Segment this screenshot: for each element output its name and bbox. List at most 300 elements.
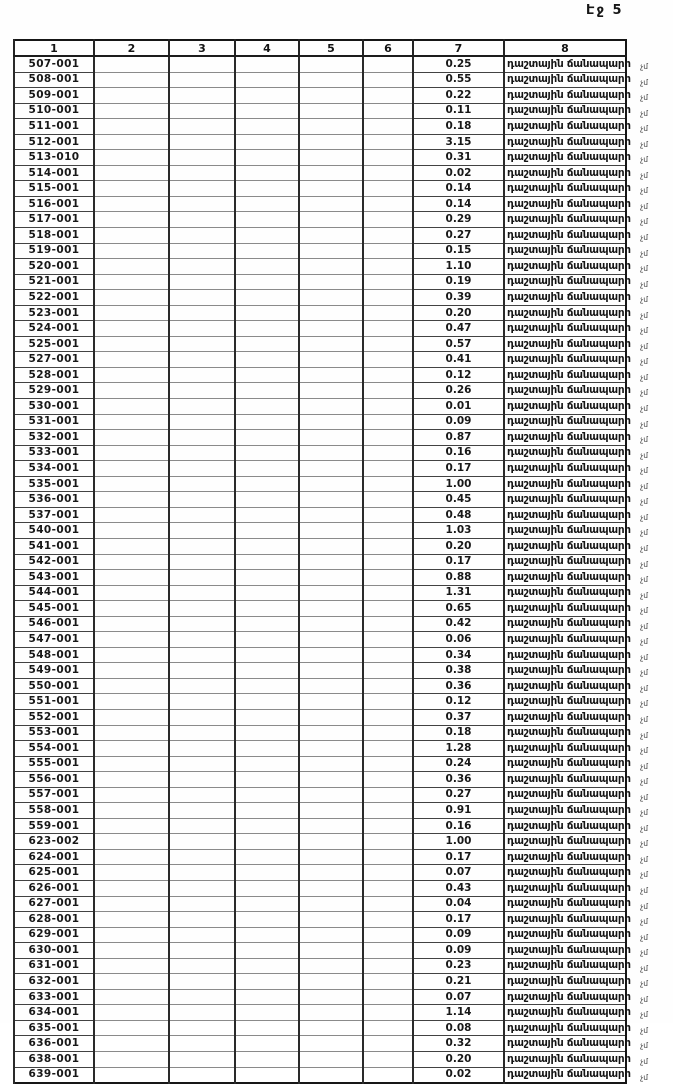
area-value-cell: 1.14 [413, 1005, 504, 1021]
empty-cell [169, 803, 235, 819]
parcel-id-cell: 547-001 [14, 632, 94, 648]
road-suffix: չմ [640, 1072, 648, 1082]
road-label-cell [504, 56, 648, 72]
empty-cell [235, 1020, 299, 1036]
area-value-cell: 0.12 [413, 694, 504, 710]
road-label-cell [504, 787, 648, 803]
empty-cell [94, 336, 169, 352]
road-suffix: չմ [640, 994, 648, 1004]
road-label-cell [504, 709, 648, 725]
parcel-id-cell: 624-001 [14, 849, 94, 865]
road-label: դաշտային ճանապարհ [507, 337, 631, 350]
empty-cell [94, 1020, 169, 1036]
road-label-cell [504, 865, 648, 881]
empty-cell [299, 290, 363, 306]
empty-cell [94, 1052, 169, 1068]
empty-cell [94, 849, 169, 865]
empty-cell [299, 305, 363, 321]
empty-cell [299, 56, 363, 72]
parcel-id-cell: 524-001 [14, 321, 94, 337]
road-suffix: չմ [640, 854, 648, 864]
empty-cell [169, 212, 235, 228]
column-header-1: 1 [14, 40, 94, 56]
empty-cell [299, 196, 363, 212]
road-suffix: չմ [640, 761, 648, 771]
table-row [14, 803, 626, 819]
parcel-id-cell: 626-001 [14, 880, 94, 896]
road-label-cell [504, 678, 648, 694]
empty-cell [94, 383, 169, 399]
road-label: դաշտային ճանապարհ [507, 244, 631, 257]
empty-cell [235, 616, 299, 632]
road-suffix: չմ [640, 404, 648, 414]
empty-cell [363, 383, 413, 399]
road-label: դաշտային ճանապարհ [507, 757, 631, 770]
empty-cell [235, 632, 299, 648]
table-row [14, 585, 626, 601]
empty-cell [94, 181, 169, 197]
road-suffix: չմ [640, 201, 648, 211]
road-suffix: չմ [640, 217, 648, 227]
road-label-cell [504, 165, 648, 181]
empty-cell [299, 336, 363, 352]
empty-cell [94, 678, 169, 694]
road-label: դաշտային ճանապարհ [507, 151, 631, 164]
road-suffix: չմ [640, 310, 648, 320]
road-label: դաշտային ճանապարհ [507, 213, 631, 226]
road-suffix: չմ [640, 901, 648, 911]
area-value-cell: 0.02 [413, 1067, 504, 1083]
empty-cell [169, 772, 235, 788]
road-label-cell [504, 1052, 648, 1068]
table-row [14, 430, 626, 446]
area-value-cell: 0.16 [413, 818, 504, 834]
column-header-7: 7 [413, 40, 504, 56]
area-value-cell: 0.09 [413, 943, 504, 959]
empty-cell [299, 943, 363, 959]
table-row [14, 305, 626, 321]
parcel-id-cell: 629-001 [14, 927, 94, 943]
road-label-cell [504, 399, 648, 415]
table-row [14, 414, 626, 430]
area-value-cell: 1.28 [413, 741, 504, 757]
table-row [14, 336, 626, 352]
empty-cell [363, 290, 413, 306]
empty-cell [363, 1052, 413, 1068]
empty-cell [169, 601, 235, 617]
empty-cell [299, 554, 363, 570]
empty-cell [363, 259, 413, 275]
empty-cell [235, 414, 299, 430]
empty-cell [94, 88, 169, 104]
empty-cell [169, 430, 235, 446]
road-label: դաշտային ճանապարհ [507, 819, 631, 832]
table-row [14, 56, 626, 72]
empty-cell [299, 741, 363, 757]
road-label-cell [504, 134, 648, 150]
table-row [14, 228, 626, 244]
road-label-cell [504, 849, 648, 865]
empty-cell [363, 818, 413, 834]
empty-cell [94, 1005, 169, 1021]
empty-cell [94, 912, 169, 928]
empty-cell [169, 818, 235, 834]
parcel-id-cell: 507-001 [14, 56, 94, 72]
road-label: դաշտային ճանապարհ [507, 648, 631, 661]
parcel-id-cell: 548-001 [14, 647, 94, 663]
parcel-id-cell: 508-001 [14, 72, 94, 88]
empty-cell [363, 88, 413, 104]
road-suffix: չմ [640, 714, 648, 724]
empty-cell [299, 476, 363, 492]
empty-cell [363, 616, 413, 632]
table-row [14, 912, 626, 928]
empty-cell [363, 461, 413, 477]
parcel-id-cell: 536-001 [14, 492, 94, 508]
area-value-cell: 0.08 [413, 1020, 504, 1036]
road-label: դաշտային ճանապարհ [507, 975, 631, 988]
parcel-id-cell: 525-001 [14, 336, 94, 352]
table-row [14, 445, 626, 461]
empty-cell [94, 741, 169, 757]
table-row [14, 259, 626, 275]
empty-cell [94, 165, 169, 181]
parcel-id-cell: 546-001 [14, 616, 94, 632]
empty-cell [169, 943, 235, 959]
road-label-cell [504, 259, 648, 275]
road-suffix: չմ [640, 264, 648, 274]
road-label: դաշտային ճանապարհ [507, 430, 631, 443]
road-label-cell [504, 554, 648, 570]
empty-cell [363, 570, 413, 586]
parcel-id-cell: 634-001 [14, 1005, 94, 1021]
road-suffix: չմ [640, 932, 648, 942]
table-body [14, 56, 648, 1083]
empty-cell [363, 756, 413, 772]
empty-cell [363, 538, 413, 554]
road-suffix: չմ [640, 62, 648, 71]
road-label: դաշտային ճանապարհ [507, 695, 631, 708]
empty-cell [299, 181, 363, 197]
road-label-cell [504, 321, 648, 337]
empty-cell [235, 741, 299, 757]
area-value-cell: 0.21 [413, 974, 504, 990]
empty-cell [94, 72, 169, 88]
empty-cell [235, 290, 299, 306]
road-suffix: չմ [640, 341, 648, 351]
empty-cell [363, 927, 413, 943]
road-label: դաշտային ճանապարհ [507, 601, 631, 614]
empty-cell [299, 570, 363, 586]
empty-cell [363, 414, 413, 430]
empty-cell [94, 694, 169, 710]
empty-cell [94, 134, 169, 150]
empty-cell [299, 772, 363, 788]
road-label: դաշտային ճանապարհ [507, 1021, 631, 1034]
road-suffix: չմ [640, 823, 648, 833]
road-suffix: չմ [640, 186, 648, 196]
empty-cell [363, 336, 413, 352]
empty-cell [169, 383, 235, 399]
road-suffix: չմ [640, 481, 648, 491]
parcel-id-cell: 512-001 [14, 134, 94, 150]
table-row [14, 756, 626, 772]
road-suffix: չմ [640, 1010, 648, 1020]
parcel-id-cell: 519-001 [14, 243, 94, 259]
empty-cell [94, 709, 169, 725]
empty-cell [363, 974, 413, 990]
empty-cell [299, 1036, 363, 1052]
table-row [14, 865, 626, 881]
road-suffix: չմ [640, 606, 648, 616]
empty-cell [235, 336, 299, 352]
empty-cell [299, 1005, 363, 1021]
empty-cell [299, 663, 363, 679]
empty-cell [94, 880, 169, 896]
road-label: դաշտային ճանապարհ [507, 710, 631, 723]
empty-cell [169, 989, 235, 1005]
empty-cell [235, 943, 299, 959]
empty-cell [363, 896, 413, 912]
road-suffix: չմ [640, 652, 648, 662]
road-label: դաշտային ճանապարհ [507, 928, 631, 941]
empty-cell [235, 196, 299, 212]
road-suffix: չմ [640, 497, 648, 507]
road-label-cell [504, 507, 648, 523]
empty-cell [169, 647, 235, 663]
empty-cell [363, 134, 413, 150]
empty-cell [299, 585, 363, 601]
empty-cell [235, 1067, 299, 1083]
parcel-id-cell: 635-001 [14, 1020, 94, 1036]
empty-cell [299, 803, 363, 819]
parcel-id-cell: 639-001 [14, 1067, 94, 1083]
empty-cell [169, 849, 235, 865]
empty-cell [94, 772, 169, 788]
empty-cell [94, 399, 169, 415]
area-value-cell: 0.02 [413, 165, 504, 181]
parcel-id-cell: 514-001 [14, 165, 94, 181]
road-suffix: չմ [640, 668, 648, 678]
parcel-id-cell: 543-001 [14, 570, 94, 586]
empty-cell [363, 1020, 413, 1036]
empty-cell [235, 134, 299, 150]
road-suffix: չմ [640, 170, 648, 180]
empty-cell [235, 756, 299, 772]
empty-cell [235, 103, 299, 119]
empty-cell [94, 119, 169, 135]
area-value-cell: 0.12 [413, 367, 504, 383]
empty-cell [299, 1020, 363, 1036]
empty-cell [94, 290, 169, 306]
empty-cell [299, 212, 363, 228]
road-suffix: չմ [640, 559, 648, 569]
empty-cell [235, 165, 299, 181]
road-label: դաշտային ճանապարհ [507, 228, 631, 241]
empty-cell [235, 1005, 299, 1021]
road-label-cell [504, 461, 648, 477]
empty-cell [299, 430, 363, 446]
area-value-cell: 0.47 [413, 321, 504, 337]
road-suffix: չմ [640, 233, 648, 243]
road-label-cell [504, 492, 648, 508]
table-row [14, 461, 626, 477]
road-suffix: չմ [640, 730, 648, 740]
road-label: դաշտային ճանապարհ [507, 1068, 631, 1081]
empty-cell [235, 119, 299, 135]
empty-cell [363, 430, 413, 446]
table-row [14, 212, 626, 228]
empty-cell [94, 647, 169, 663]
empty-cell [363, 912, 413, 928]
empty-cell [169, 492, 235, 508]
empty-cell [363, 103, 413, 119]
road-label-cell [504, 943, 648, 959]
empty-cell [235, 492, 299, 508]
empty-cell [169, 181, 235, 197]
parcel-id-cell: 515-001 [14, 181, 94, 197]
road-suffix: չմ [640, 326, 648, 336]
empty-cell [94, 150, 169, 166]
area-value-cell: 0.07 [413, 865, 504, 881]
empty-cell [299, 383, 363, 399]
page-number-label: Էջ 5 [586, 3, 624, 18]
area-value-cell: 0.25 [413, 56, 504, 72]
road-label-cell [504, 523, 648, 539]
empty-cell [363, 834, 413, 850]
empty-cell [299, 865, 363, 881]
parcel-id-cell: 554-001 [14, 741, 94, 757]
road-label: դաշտային ճանապարհ [507, 633, 631, 645]
empty-cell [299, 523, 363, 539]
empty-cell [299, 274, 363, 290]
road-label-cell [504, 741, 648, 757]
road-label: դաշտային ճանապարհ [507, 384, 631, 397]
empty-cell [94, 632, 169, 648]
empty-cell [169, 958, 235, 974]
table-row [14, 507, 626, 523]
empty-cell [235, 1036, 299, 1052]
road-suffix: չմ [640, 777, 648, 787]
road-label-cell [504, 1005, 648, 1021]
empty-cell [235, 228, 299, 244]
table-row [14, 647, 626, 663]
empty-cell [235, 383, 299, 399]
road-label: դաշտային ճանապարհ [507, 1052, 631, 1065]
road-suffix: չմ [640, 435, 648, 445]
empty-cell [299, 647, 363, 663]
empty-cell [94, 56, 169, 72]
parcel-table [13, 39, 648, 1084]
empty-cell [94, 523, 169, 539]
empty-cell [235, 834, 299, 850]
table-row [14, 958, 626, 974]
empty-cell [169, 461, 235, 477]
parcel-id-cell: 556-001 [14, 772, 94, 788]
road-label-cell [504, 601, 648, 617]
empty-cell [299, 259, 363, 275]
empty-cell [235, 570, 299, 586]
table-row [14, 367, 626, 383]
road-label-cell [504, 430, 648, 446]
road-suffix: չմ [640, 124, 648, 134]
road-label: դաշտային ճանապարհ [507, 850, 631, 863]
empty-cell [235, 601, 299, 617]
area-value-cell: 0.34 [413, 647, 504, 663]
empty-cell [235, 896, 299, 912]
empty-cell [299, 787, 363, 803]
road-suffix: չմ [640, 155, 648, 165]
column-header-4: 4 [235, 40, 299, 56]
empty-cell [299, 103, 363, 119]
empty-cell [169, 834, 235, 850]
empty-cell [169, 1052, 235, 1068]
area-value-cell: 0.11 [413, 103, 504, 119]
empty-cell [363, 165, 413, 181]
road-label: դաշտային ճանապարհ [507, 182, 631, 195]
empty-cell [169, 165, 235, 181]
road-label: դաշտային ճանապարհ [507, 493, 631, 506]
road-label: դաշտային ճանապարհ [507, 524, 631, 537]
road-label-cell [504, 196, 648, 212]
road-label: դաշտային ճանապարհ [507, 322, 631, 335]
empty-cell [363, 772, 413, 788]
empty-cell [169, 290, 235, 306]
empty-cell [169, 321, 235, 337]
road-label-cell [504, 103, 648, 119]
road-suffix: չմ [640, 979, 648, 989]
parcel-id-cell: 517-001 [14, 212, 94, 228]
road-suffix: չմ [640, 108, 648, 118]
table-row [14, 492, 626, 508]
road-label-cell [504, 880, 648, 896]
road-label-cell [504, 119, 648, 135]
empty-cell [363, 663, 413, 679]
table-row [14, 974, 626, 990]
empty-cell [169, 196, 235, 212]
empty-cell [299, 880, 363, 896]
empty-cell [235, 430, 299, 446]
road-label: դաշտային ճանապարհ [507, 73, 631, 86]
empty-cell [169, 678, 235, 694]
road-label: դաշտային ճանապարհ [507, 555, 631, 568]
empty-cell [235, 927, 299, 943]
road-label: դաշտային ճանապարհ [507, 1037, 631, 1050]
road-label: դաշտային ճանապարհ [507, 804, 631, 817]
road-suffix: չմ [640, 746, 648, 756]
empty-cell [299, 709, 363, 725]
road-suffix: չմ [640, 621, 648, 631]
empty-cell [94, 321, 169, 337]
road-label: դաշտային ճանապարհ [507, 135, 631, 148]
table-row [14, 274, 626, 290]
area-value-cell: 0.27 [413, 228, 504, 244]
empty-cell [235, 803, 299, 819]
empty-cell [363, 632, 413, 648]
empty-cell [299, 974, 363, 990]
empty-cell [94, 492, 169, 508]
road-label-cell [504, 896, 648, 912]
table-row [14, 243, 626, 259]
parcel-id-cell: 534-001 [14, 461, 94, 477]
area-value-cell: 0.20 [413, 1052, 504, 1068]
parcel-id-cell: 623-002 [14, 834, 94, 850]
parcel-id-cell: 544-001 [14, 585, 94, 601]
empty-cell [363, 352, 413, 368]
parcel-id-cell: 542-001 [14, 554, 94, 570]
empty-cell [169, 1005, 235, 1021]
table-row [14, 880, 626, 896]
